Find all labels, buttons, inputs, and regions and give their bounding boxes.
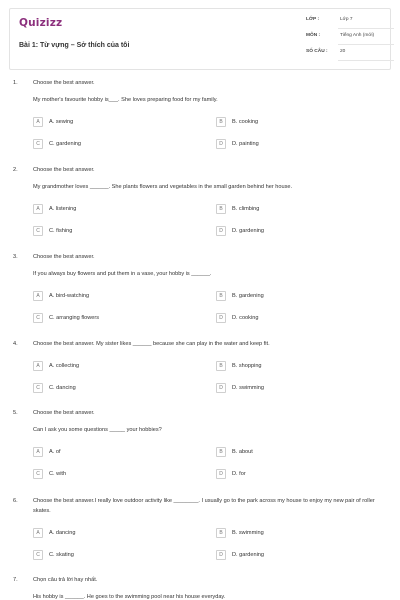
option-text: C. skating bbox=[49, 552, 74, 558]
option-d[interactable] bbox=[216, 226, 366, 237]
option-letter-box: C bbox=[33, 469, 43, 479]
question-number: 2. bbox=[13, 167, 18, 173]
option-c[interactable] bbox=[33, 313, 183, 324]
option-letter-box: D bbox=[216, 469, 226, 479]
meta-underline bbox=[338, 28, 394, 29]
meta-label: SỐ CÂU : bbox=[306, 49, 328, 54]
option-a[interactable] bbox=[33, 291, 183, 302]
worksheet-title: Bài 1: Từ vựng – Sở thích của tôi bbox=[19, 42, 130, 49]
meta-row-subject bbox=[306, 33, 394, 45]
option-c[interactable] bbox=[33, 226, 183, 237]
option-letter-box: C bbox=[33, 139, 43, 149]
option-c[interactable] bbox=[33, 550, 183, 561]
option-a[interactable] bbox=[33, 117, 183, 128]
option-text: C. with bbox=[49, 471, 67, 477]
option-letter-box: B bbox=[216, 447, 226, 457]
option-b[interactable] bbox=[216, 204, 366, 215]
question-number: 6. bbox=[13, 498, 18, 504]
option-d[interactable] bbox=[216, 313, 366, 324]
option-text: B. shopping bbox=[232, 363, 262, 369]
option-letter-box: B bbox=[216, 528, 226, 538]
option-letter-box: C bbox=[33, 383, 43, 393]
option-text: A. dancing bbox=[49, 530, 76, 536]
question-instruction: Choose the best answer. bbox=[33, 410, 95, 416]
option-a[interactable] bbox=[33, 204, 183, 215]
option-d[interactable] bbox=[216, 550, 366, 561]
question-text: His hobby is ______. He goes to the swimming pool near his house everyday. bbox=[33, 594, 226, 600]
meta-label: LỚP : bbox=[306, 17, 320, 22]
option-b[interactable] bbox=[216, 117, 366, 128]
option-text: D. cooking bbox=[232, 315, 259, 321]
option-letter-box: D bbox=[216, 550, 226, 560]
meta-row-count bbox=[306, 49, 394, 61]
option-letter-box: A bbox=[33, 117, 43, 127]
option-letter-box: B bbox=[216, 117, 226, 127]
option-letter-box: A bbox=[33, 447, 43, 457]
option-letter-box: B bbox=[216, 361, 226, 371]
option-b[interactable] bbox=[216, 447, 366, 458]
question-text: My grandmother loves ______. She plants flowers and vegetables in the small garden behind her house. bbox=[33, 184, 293, 190]
question-instruction: Choose the best answer. My sister likes ______ because she can play in the water and keep fit. bbox=[33, 341, 270, 347]
option-letter-box: C bbox=[33, 313, 43, 323]
option-b[interactable] bbox=[216, 291, 366, 302]
option-text: B. climbing bbox=[232, 206, 260, 212]
option-letter-box: D bbox=[216, 313, 226, 323]
meta-underline bbox=[338, 60, 394, 61]
worksheet-header bbox=[9, 8, 391, 70]
meta-row-class bbox=[306, 17, 394, 29]
question-number: 1. bbox=[13, 80, 18, 86]
option-a[interactable] bbox=[33, 447, 183, 458]
option-text: A. listening bbox=[49, 206, 77, 212]
option-letter-box: A bbox=[33, 528, 43, 538]
option-letter-box: A bbox=[33, 204, 43, 214]
meta-value: Lớp 7 bbox=[340, 17, 353, 22]
option-letter-box: D bbox=[216, 139, 226, 149]
option-letter-box: A bbox=[33, 361, 43, 371]
option-text: A. sewing bbox=[49, 119, 74, 125]
option-letter-box: A bbox=[33, 291, 43, 301]
quizizz-logo: Quizizz bbox=[19, 17, 63, 29]
question-text: Can I ask you some questions _____ your hobbies? bbox=[33, 427, 162, 433]
option-text: D. gardening bbox=[232, 228, 265, 234]
option-text: B. about bbox=[232, 449, 253, 455]
option-letter-box: C bbox=[33, 226, 43, 236]
option-text: A. of bbox=[49, 449, 61, 455]
question-number: 7. bbox=[13, 577, 18, 583]
question-number: 4. bbox=[13, 341, 18, 347]
meta-label: MÔN : bbox=[306, 33, 321, 38]
meta-value: Tiếng Anh (mới) bbox=[340, 33, 375, 38]
question-text: If you always buy flowers and put them in a vase, your hobby is ______. bbox=[33, 271, 212, 277]
option-text: D. painting bbox=[232, 141, 259, 147]
question-instruction: Choose the best answer. bbox=[33, 167, 95, 173]
option-text: A. bird-watching bbox=[49, 293, 90, 299]
meta-value: 20 bbox=[340, 49, 346, 54]
question-number: 3. bbox=[13, 254, 18, 260]
option-text: B. cooking bbox=[232, 119, 259, 125]
option-b[interactable] bbox=[216, 361, 366, 372]
question-instruction: Chọn câu trả lời hay nhất. bbox=[33, 577, 98, 583]
option-c[interactable] bbox=[33, 139, 183, 150]
option-c[interactable] bbox=[33, 383, 183, 394]
option-a[interactable] bbox=[33, 361, 183, 372]
option-text: B. gardening bbox=[232, 293, 264, 299]
option-text: D. swimming bbox=[232, 385, 265, 391]
option-text: B. swimming bbox=[232, 530, 264, 536]
question-instruction: Choose the best answer. bbox=[33, 254, 95, 260]
option-c[interactable] bbox=[33, 469, 183, 480]
option-letter-box: B bbox=[216, 291, 226, 301]
option-text: C. fishing bbox=[49, 228, 73, 234]
question-number: 5. bbox=[13, 410, 18, 416]
question-instruction: Choose the best answer. bbox=[33, 80, 95, 86]
option-text: C. dancing bbox=[49, 385, 76, 391]
option-d[interactable] bbox=[216, 469, 366, 480]
meta-underline bbox=[338, 44, 394, 45]
question-text: My mother's favourite hobby is___. She loves preparing food for my family. bbox=[33, 97, 218, 103]
option-b[interactable] bbox=[216, 528, 366, 539]
option-text: C. gardening bbox=[49, 141, 82, 147]
option-text: C. arranging flowers bbox=[49, 315, 100, 321]
option-d[interactable] bbox=[216, 383, 366, 394]
option-text: D. for bbox=[232, 471, 246, 477]
option-text: D. gardening bbox=[232, 552, 265, 558]
option-letter-box: D bbox=[216, 383, 226, 393]
option-letter-box: D bbox=[216, 226, 226, 236]
question-instruction: Choose the best answer.I really love outdoor activity like ________. I usually go to the park across my house to enjoy my new pair of roller skates. bbox=[33, 498, 375, 514]
option-d[interactable] bbox=[216, 139, 366, 150]
option-letter-box: C bbox=[33, 550, 43, 560]
option-text: A. collecting bbox=[49, 363, 80, 369]
option-a[interactable] bbox=[33, 528, 183, 539]
option-letter-box: B bbox=[216, 204, 226, 214]
